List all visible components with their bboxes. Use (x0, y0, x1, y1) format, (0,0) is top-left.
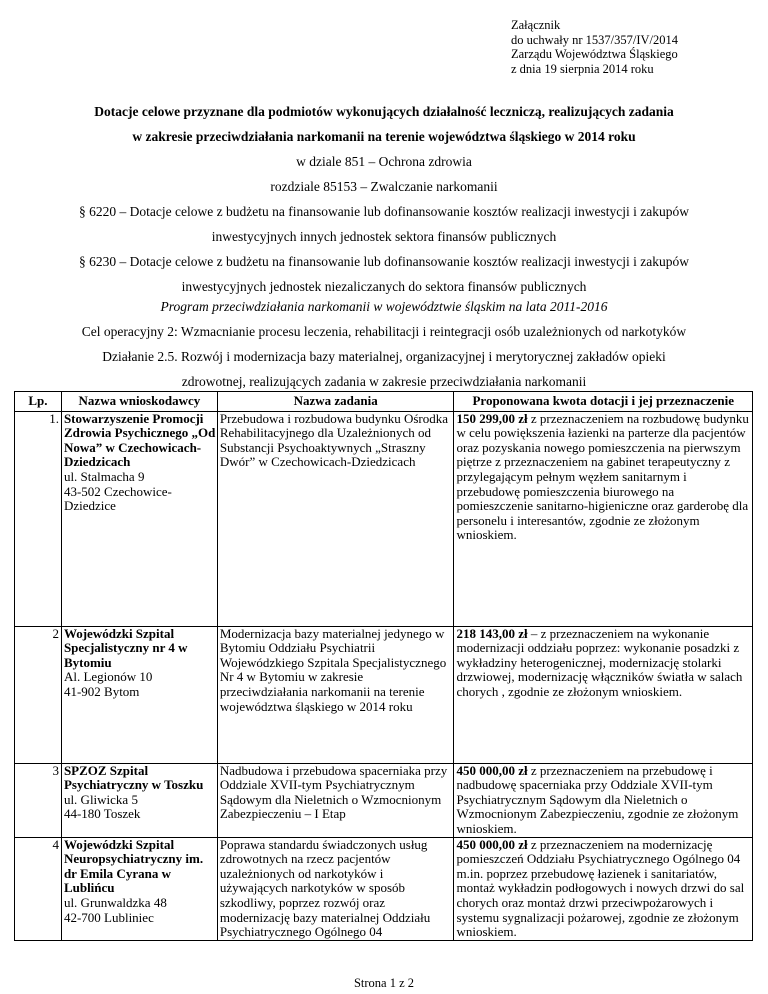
grant-purpose: z przeznaczeniem na rozbudowę budynku w celu powiększenia łazienki na parterze dla pacjentów oraz pozyskania nowego pomieszczenia na pierwszym piętrze z przeznaczeniem na gabinet terapeutyczny z przylegającym pełnym węzłem sanitarnym i przebudowę pomieszczenia biurowego na pomieszczenie sanitarno-higieniczne oraz garderobę dla personelu i interesantów, zgodnie ze złożonym wnioskiem. (456, 410, 749, 543)
row-task: Przebudowa i rozbudowa budynku Ośrodka Rehabilitacyjnego dla Uzależnionych od Substancji Psychoaktywnych „Straszny Dwór” w Czechowicach-Dziedzicach (217, 411, 454, 626)
paragraph-6220-line: § 6220 – Dotacje celowe z budżetu na finansowanie lub dofinansowanie kosztów realizacji inwestycji i zakupów (79, 204, 689, 219)
table-row (15, 837, 753, 940)
row-applicant (61, 837, 217, 940)
row-amount (454, 626, 753, 763)
attachment-note (511, 18, 678, 76)
attachment-line: do uchwały nr 1537/357/IV/2014 (511, 32, 678, 47)
document-title (20, 99, 748, 149)
grants-table (14, 391, 753, 941)
rozdzial-line: rozdziale 85153 – Zwalczanie narkomanii (270, 179, 498, 194)
program-info (20, 294, 748, 394)
dzial-line: w dziale 851 – Ochrona zdrowia (296, 154, 472, 169)
row-amount (454, 411, 753, 626)
row-amount (454, 763, 753, 837)
row-task: Poprawa standardu świadczonych usług zdrowotnych na rzecz pacjentów uzależnionych od narkotyków i używających narkotyków w sposób szkodliwy, poprzez rozwój oraz modernizację bazy materialnej Oddziału Psychiatrycznego Ogólnego 04 (217, 837, 454, 940)
row-amount (454, 837, 753, 940)
applicant-name: Stowarzyszenie Promocji Zdrowia Psychicznego „Od Nowa” w Czechowicach-Dziedzicach (63, 410, 216, 470)
row-applicant (61, 411, 217, 626)
header-applicant: Nazwa wnioskodawcy (61, 392, 217, 412)
attachment-line: z dnia 19 sierpnia 2014 roku (511, 61, 654, 76)
attachment-line: Załącznik (511, 18, 561, 32)
paragraph-6220-line: inwestycyjnych innych jednostek sektora finansów publicznych (211, 229, 557, 244)
program-name: Program przeciwdziałania narkomanii w województwie śląskim na lata 2011-2016 (160, 299, 608, 314)
header-task: Nazwa zadania (217, 392, 454, 412)
operational-goal: Cel operacyjny 2: Wzmacnianie procesu leczenia, rehabilitacji i reintegracji osób uzależnionych od narkotyków (81, 324, 687, 339)
paragraph-6230-line: inwestycyjnych jednostek niezaliczanych do sektora finansów publicznych (181, 279, 587, 294)
grant-amount: 450 000,00 zł (456, 762, 528, 778)
table-row (15, 763, 753, 837)
applicant-name: SPZOZ Szpital Psychiatryczny w Toszku (63, 762, 204, 793)
grant-purpose: z przeznaczeniem na przebudowę i nadbudowę spacerniaka przy Oddziale XVII-tym Psychiatrycznym Sądowym dla Nieletnich o Wzmocnionym Zabezpieczeniu, zgodnie ze złożonym wnioskiem. (456, 762, 739, 836)
header-amount: Proponowana kwota dotacji i jej przeznaczenie (454, 392, 753, 412)
row-task: Modernizacja bazy materialnej jedynego w Bytomiu Oddziału Psychiatrii Wojewódzkiego Szpitala Specjalistycznego Nr 4 w Bytomiu w zakresie przeciwdziałania narkomanii na terenie województwa śląskiego w 2014 roku (217, 626, 454, 763)
table-header-row (15, 392, 753, 412)
grant-amount: 218 143,00 zł (456, 625, 528, 641)
title-line: w zakresie przeciwdziałania narkomanii na terenie województwa śląskiego w 2014 roku (132, 129, 636, 144)
applicant-address: Al. Legionów 10 (63, 669, 153, 685)
applicant-address: ul. Grunwaldzka 48 (63, 894, 167, 910)
paragraph-6230-line: § 6230 – Dotacje celowe z budżetu na finansowanie lub dofinansowanie kosztów realizacji inwestycji i zakupów (79, 254, 689, 269)
grant-purpose: z przeznaczeniem na modernizację pomieszczeń Oddziału Psychiatrycznego Ogólnego 04 m.in. poprzez przebudowę łazienek i sanitariatów, montaż wykładzin podłogowych i nowych drzwi do sal chorych oraz montaż drzwi przeciwpożarowych i systemu sygnalizacji pożarowej, zgodnie ze złożonym wnioskiem. (456, 836, 745, 940)
applicant-name: Wojewódzki Szpital Specjalistyczny nr 4 w Bytomiu (63, 625, 188, 670)
row-applicant (61, 626, 217, 763)
grant-amount: 150 299,00 zł (456, 410, 528, 426)
grant-purpose: – z przeznaczeniem na wykonanie modernizacji oddziału poprzez: wykonanie posadzki z wykładziny heterogenicznej, modernizację stolarki drzwiowej, modernizację włączników światła w salach chorych , zgodnie ze złożonym wnioskiem. (456, 625, 743, 699)
applicant-name: Wojewódzki Szpital Neuropsychiatryczny im. dr Emila Cyrana w Lublińcu (63, 836, 204, 896)
row-lp: 4 (15, 837, 62, 940)
budget-classification (20, 149, 748, 299)
title-line: Dotacje celowe przyznane dla podmiotów wykonujących działalność leczniczą, realizujących zadania (94, 104, 674, 119)
attachment-line: Zarządu Województwa Śląskiego (511, 47, 678, 61)
row-task: Nadbudowa i przebudowa spacerniaka przy Oddziale XVII-tym Psychiatrycznym Sądowym dla Nieletnich o Wzmocnionym Zabezpieczeniu – I Etap (217, 763, 454, 837)
row-lp: 3 (15, 763, 62, 837)
row-applicant (61, 763, 217, 837)
page-number: Strona 1 z 2 (353, 976, 415, 990)
grant-amount: 450 000,00 zł (456, 836, 528, 852)
header-lp: Lp. (15, 392, 62, 412)
row-lp: 2 (15, 626, 62, 763)
action-line: Działanie 2.5. Rozwój i modernizacja bazy materialnej, organizacyjnej i merytorycznej zakładów opieki (102, 349, 666, 364)
applicant-address: 41-902 Bytom (63, 683, 140, 699)
applicant-address: 44-180 Toszek (63, 806, 141, 822)
applicant-address: 43-502 Czechowice-Dziedzice (63, 483, 172, 514)
action-line: zdrowotnej, realizujących zadania w zakresie przeciwdziałania narkomanii (181, 374, 587, 389)
applicant-address: 42-700 Lubliniec (63, 909, 154, 925)
row-lp: 1. (15, 411, 62, 626)
table-row (15, 411, 753, 626)
applicant-address: ul. Gliwicka 5 (63, 791, 138, 807)
table-row (15, 626, 753, 763)
applicant-address: ul. Stalmacha 9 (63, 468, 145, 484)
